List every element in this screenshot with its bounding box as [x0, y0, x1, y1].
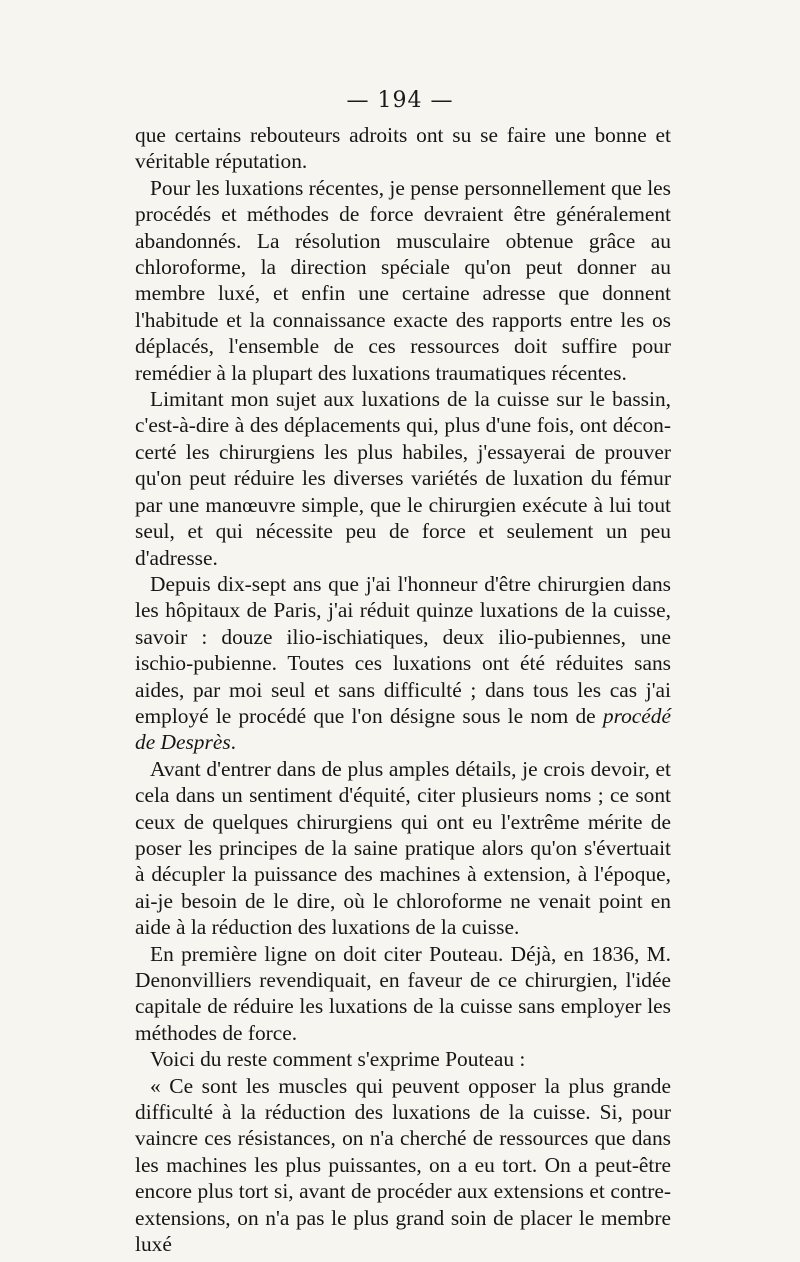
- paragraph-2: Pour les luxations récentes, je pense personnellement que les procédés et méthodes de force devraient être généralement abandonnés. La résolution musculaire obtenue grâce au chloroforme, la direction spéciale qu'on peut donner au membre luxé, et enfin une certaine adresse que donnent l'habitude et la connaissance exacte des rapports entre les os déplacés, l'ensemble de ces ressources doit suffire pour remédier à la plupart des luxations traumatiques récentes.: [135, 175, 671, 385]
- paragraph-4: [135, 571, 671, 756]
- paragraph-6: En première ligne on doit citer Pouteau. Déjà, en 1836, M. Denonvilliers revendiquait, en faveur de ce chirurgien, l'idée capitale de réduire les luxations de la cuisse sans employer les méthodes de force.: [135, 941, 671, 1045]
- procedure-name-period: .: [230, 730, 237, 755]
- page-number: — 194 —: [346, 88, 454, 113]
- paragraph-5: Avant d'entrer dans de plus amples détails, je crois devoir, et cela dans un sentiment d'équité, citer plusieurs noms ; ce sont ceux de quelques chirurgiens qui ont eu l'extrême mérite de poser les principes de la saine pratique alors qu'on s'évertuait à décupler la puissance des machines à extension, à l'époque, ai-je besoin de le dire, où le chloroforme ne venait point en aide à la réduction des luxations de la cuisse.: [135, 756, 671, 940]
- procedure-name: procédé de Desprès: [135, 703, 671, 755]
- paragraph-3: Limitant mon sujet aux luxations de la cuisse sur le bassin, c'est-à-dire à des déplacements qui, plus d'une fois, ont déconcerté les chirurgiens les plus habiles, j'essayerai de prouver qu'on peut réduire les diverses variétés de luxation du fémur par une manœuvre simple, que le chirurgien exécute à lui tout seul, et qui nécessite peu de force et seulement un peu d'adresse.: [135, 387, 671, 570]
- paragraph-1: que certains rebouteurs adroits ont su se faire une bonne et véritable réputation.: [135, 123, 671, 174]
- paragraph-4-text: Depuis dix-sept ans que j'ai l'honneur d'être chirurgien dans les hôpitaux de Paris, j'ai réduit quinze luxations de la cuisse, savoir : douze ilio-ischiatiques, deux ilio-pubiennes, une ischio-pubienne. Toutes ces luxations ont été réduites sans aides, par moi seul et sans difficulté ; dans tous les cas j'ai employé le procédé que l'on désigne sous le nom de: [135, 571, 671, 728]
- body-text: [135, 122, 671, 1257]
- quotation: « Ce sont les muscles qui peuvent opposer la plus grande difficulté à la réduction des luxations de la cuisse. Si, pour vaincre ces résistances, on n'a cherché de ressources que dans les machines les plus puissantes, on a eu tort. On a peut-être encore plus tort si, avant de procéder aux extensions et contre-extensions, on n'a pas le plus grand soin de placer le membre luxé: [135, 1073, 671, 1257]
- paragraph-7: Voici du reste comment s'exprime Pouteau :: [150, 1047, 526, 1072]
